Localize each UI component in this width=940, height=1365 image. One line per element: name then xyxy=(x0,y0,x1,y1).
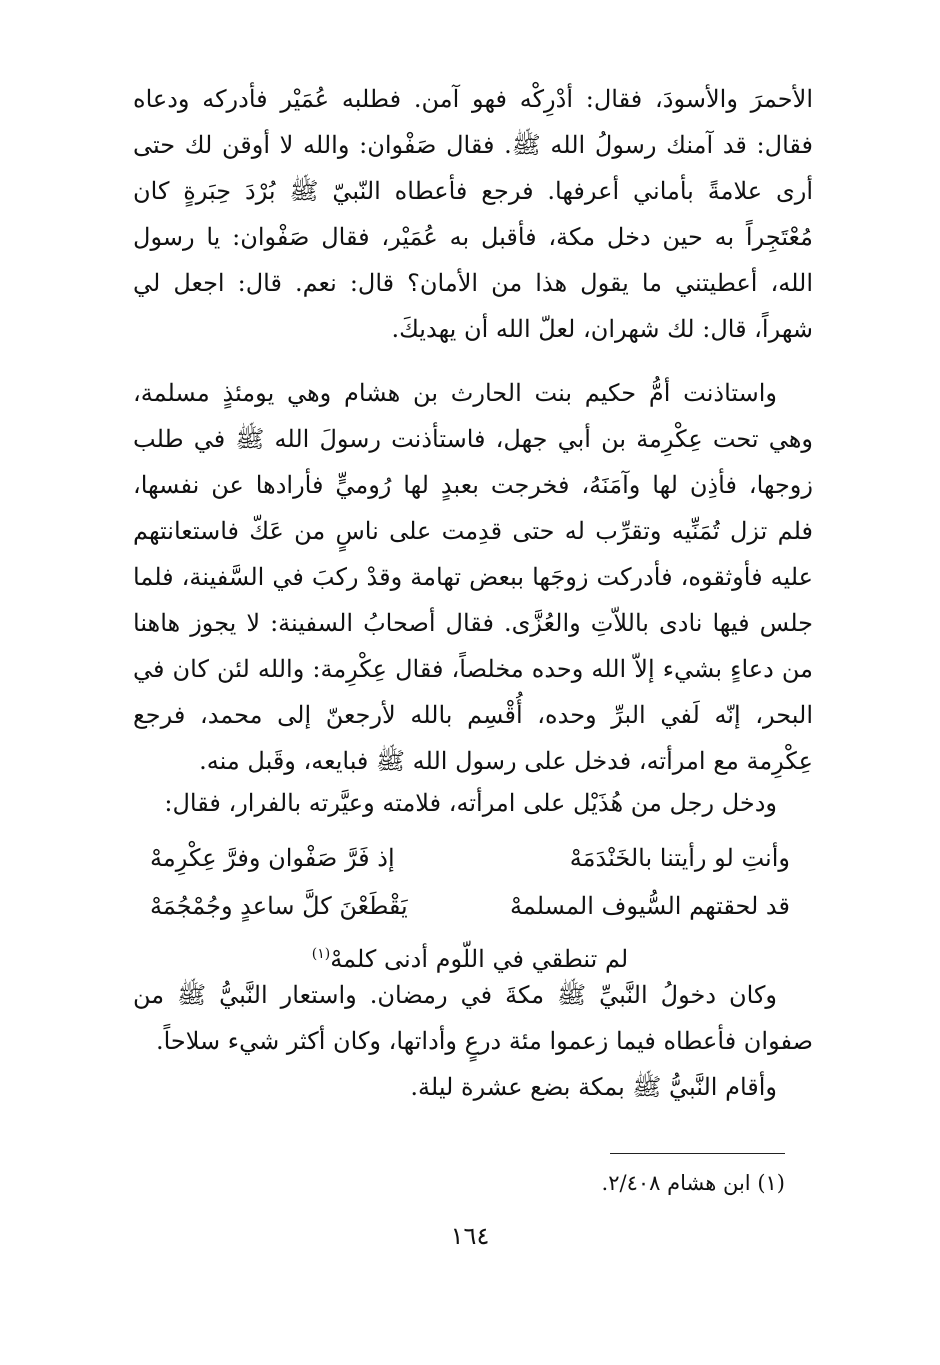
paragraph-3 xyxy=(133,780,813,826)
poem-hemistich: قد لحقتهم السُّيوف المسلمهْ xyxy=(509,892,790,920)
poem-verse-2 xyxy=(150,882,790,930)
paragraph-1 xyxy=(133,76,813,352)
paragraph-text: وأقام النَّبيُّ ﷺ بمكة بضع عشرة ليلة. xyxy=(410,1073,777,1101)
poem-hemistich: وأنتِ لو رأيتنا بالخَنْدَمَهْ xyxy=(569,844,790,872)
paragraph-text: الأحمرَ والأسودَ، فقال: أدْرِكْه فهو آمن. فطلبه عُمَيْر فأدركه ودعاه فقال: قد آمنك رسولُ الله ﷺ. فقال صَفْوان: والله لا أوقن لك حتى أرى علامةً بأماني أعرفها. فرجع فأعطاه النّبيّ ﷺ بُرْدَ حِبَرةٍ كان مُعْتَجِراً به حين دخل مكة، فأقبل به عُمَيْر، فقال صَفْوان: يا رسول الله، أعطيتني ما يقول هذا من الأمان؟ قال: نعم. قال: اجعل لي شهراً، قال: لك شهران، لعلّ الله أن يهديكَ. xyxy=(133,85,813,343)
paragraph-4 xyxy=(133,972,813,1110)
poem-hemistich: إذ فَرَّ صَفْوان وفرَّ عِكْرِمهْ xyxy=(150,844,395,872)
paragraph-text: واستاذنت أمُّ حكيم بنت الحارث بن هشام وهي يومئذٍ مسلمة، وهي تحت عِكْرِمة بن أبي جهل، فاستأذنت رسولَ الله ﷺ في طلب زوجها، فأذِن لها وآمَنَهُ، فخرجت بعبدٍ لها رُوميٍّ فأرادها عن نفسها، فلم تزل تُمَنِّيه وتقرِّب له حتى قدِمت على ناسٍ من عَكّ فاستعانتهم عليه فأوثقوه، فأدركت زوجَها ببعض تهامة وقدْ ركبَ في السَّفينة، فلما جلس فيها نادى باللاّتِ والعُزَّى. فقال أصحابُ السفينة: لا يجوز هاهنا من دعاءٍ بشيء إلاّ الله وحده مخلصاً، فقال عِكْرِمة: والله لئن كان في البحر، إنّه لَفي البرِّ وحده، أُقْسِم بالله لأرجعنّ إلى محمد، فرجع عِكْرِمة مع امرأته، فدخل على رسول الله ﷺ فبايعه، وقَبل منه. xyxy=(133,379,814,775)
paragraph-2 xyxy=(133,370,813,784)
poem-verse-1 xyxy=(150,834,790,882)
poem-hemistich: يَقْطَعْنَ كلَّ ساعدٍ وجُمْجُمَهْ xyxy=(150,892,408,920)
footnote-reference: (١) xyxy=(311,946,331,962)
poem xyxy=(150,834,790,983)
paragraph-text: ودخل رجل من هُذَيْل على امرأته، فلامته وعيَّرته بالفرار، فقال: xyxy=(164,789,777,817)
footnote-divider xyxy=(610,1153,785,1154)
footnote: (١) ابن هشام ٢/٤٠٨. xyxy=(601,1171,785,1195)
paragraph-text: وكان دخولُ النَّبيِّ ﷺ مكةَ في رمضان. واستعار النَّبيُّ ﷺ من صفوان فأعطاه فيما زعموا مئة درعٍ وأداتها، وكان أكثر شيء سلاحاً. xyxy=(133,981,813,1055)
poem-hemistich: لم تنطقي في اللّوم أدنى كلمهْ xyxy=(330,945,629,973)
page-number: ١٦٤ xyxy=(450,1222,490,1250)
